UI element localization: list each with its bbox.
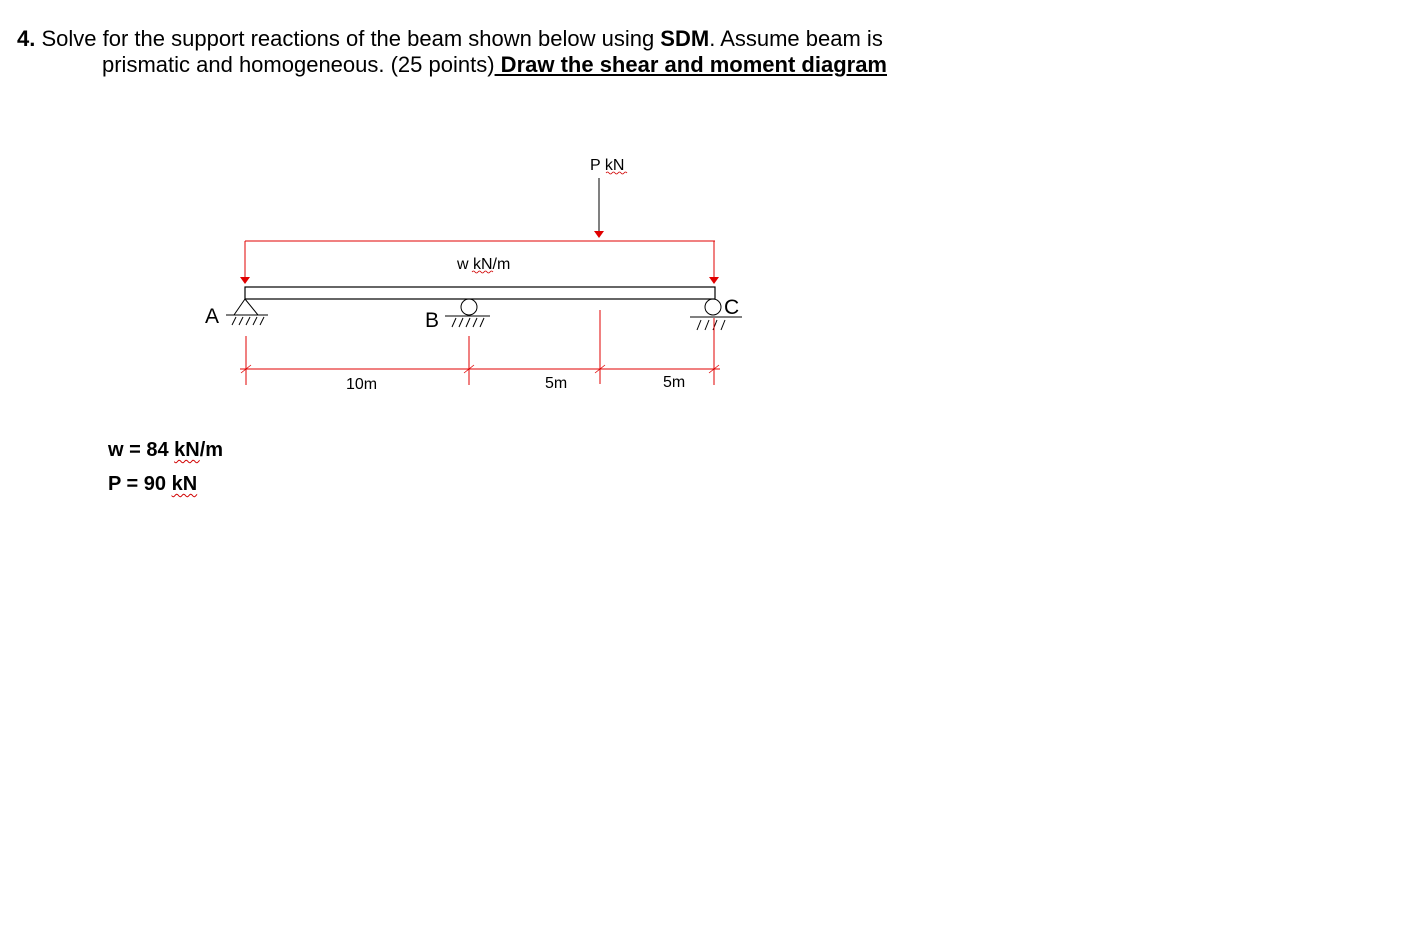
question-number: 4. — [17, 26, 36, 51]
dist-load-arrow-left — [240, 277, 250, 284]
question-text-c: prismatic and homogeneous. (25 points) — [102, 52, 495, 77]
given-w — [108, 439, 223, 462]
support-c-label: C — [724, 296, 740, 319]
point-load-label: P kN — [590, 157, 625, 174]
question-task: Draw the shear and moment diagram — [494, 52, 887, 77]
given-p-unit: kN — [171, 473, 198, 495]
question-text-a: Solve for the support reactions of the beam shown below using — [41, 26, 661, 51]
question-method: SDM — [660, 26, 710, 51]
support-c-roller — [690, 296, 742, 330]
span-ab-label: 10m — [346, 376, 378, 393]
span-bp-label: 5m — [545, 375, 568, 392]
dimension-line — [240, 310, 720, 393]
support-a-label: A — [205, 305, 220, 328]
point-load — [590, 157, 627, 238]
given-p-label: P = 90 — [108, 473, 172, 495]
span-pc-label: 5m — [663, 374, 686, 391]
beam — [245, 287, 715, 299]
support-a-pin — [205, 299, 268, 328]
point-load-arrow — [594, 231, 604, 238]
distributed-load — [240, 241, 719, 284]
support-b-label: B — [425, 309, 440, 332]
dist-load-arrow-right — [709, 277, 719, 284]
given-w-label: w = 84 — [108, 439, 175, 461]
given-w-unit-tail: /m — [199, 439, 224, 461]
given-p — [108, 473, 197, 496]
dist-load-label: w kN/m — [457, 256, 511, 273]
support-b-roller — [425, 299, 490, 332]
question-text-b: . Assume beam is — [709, 26, 883, 51]
given-w-unit: kN — [174, 439, 200, 461]
